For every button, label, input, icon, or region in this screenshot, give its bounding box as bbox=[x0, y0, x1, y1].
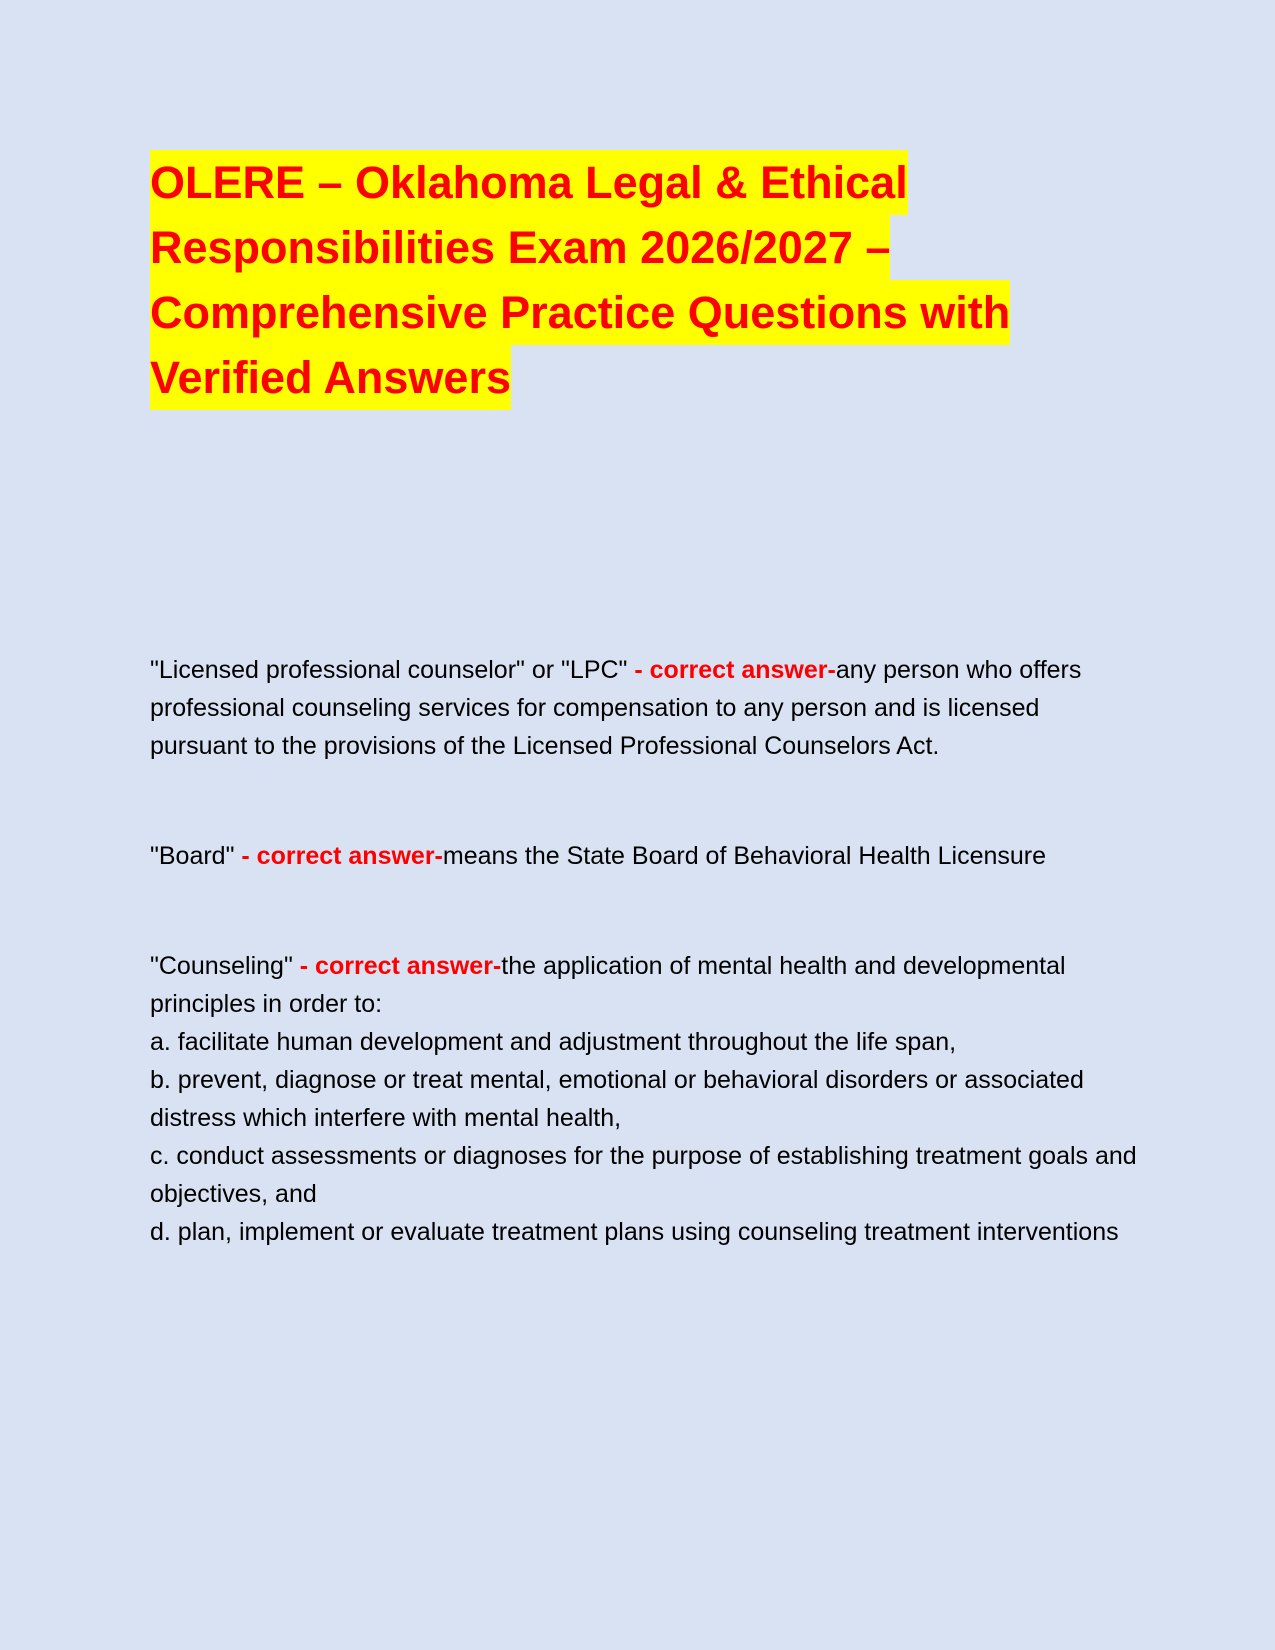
definition-item-c: c. conduct assessments or diagnoses for the purpose of establishing treatment goals and objectives, and bbox=[150, 1142, 1137, 1208]
question-term: "Licensed professional counselor" or "LPC" bbox=[150, 656, 628, 684]
title-line: Responsibilities Exam 2026/2027 – bbox=[150, 215, 890, 280]
question-entry-counseling bbox=[150, 947, 1140, 1251]
question-entry-board bbox=[150, 837, 1140, 875]
question-term: "Board" bbox=[150, 842, 235, 870]
entry-text bbox=[150, 651, 1140, 765]
entry-text bbox=[150, 947, 1140, 1023]
definition-item-b: b. prevent, diagnose or treat mental, emotional or behavioral disorders or associated distress which interfere with mental health, bbox=[150, 1066, 1084, 1132]
correct-answer-label: - correct answer- bbox=[292, 952, 502, 980]
entry-text bbox=[150, 837, 1140, 875]
answer-definition: any person who offers professional counseling services for compensation to any person and is licensed pursuant to the provisions of the Licensed Professional Counselors Act. bbox=[150, 656, 1082, 760]
title-line: Verified Answers bbox=[150, 345, 511, 410]
definition-item-d: d. plan, implement or evaluate treatment plans using counseling treatment interventions bbox=[150, 1218, 1119, 1246]
question-entry-lpc bbox=[150, 651, 1140, 765]
answer-definition: the application of mental health and developmental principles in order to: bbox=[150, 952, 1066, 1018]
question-term: "Counseling" bbox=[150, 952, 293, 980]
document-title bbox=[150, 150, 1050, 410]
title-line: Comprehensive Practice Questions with bbox=[150, 280, 1010, 345]
answer-definition: means the State Board of Behavioral Health Licensure bbox=[442, 842, 1047, 870]
title-line: OLERE – Oklahoma Legal & Ethical bbox=[150, 150, 908, 215]
question-list bbox=[150, 651, 1140, 1251]
correct-answer-label: - correct answer- bbox=[234, 842, 443, 870]
correct-answer-label: - correct answer- bbox=[627, 656, 836, 684]
definition-item-a: a. facilitate human development and adjustment throughout the life span, bbox=[150, 1028, 957, 1056]
